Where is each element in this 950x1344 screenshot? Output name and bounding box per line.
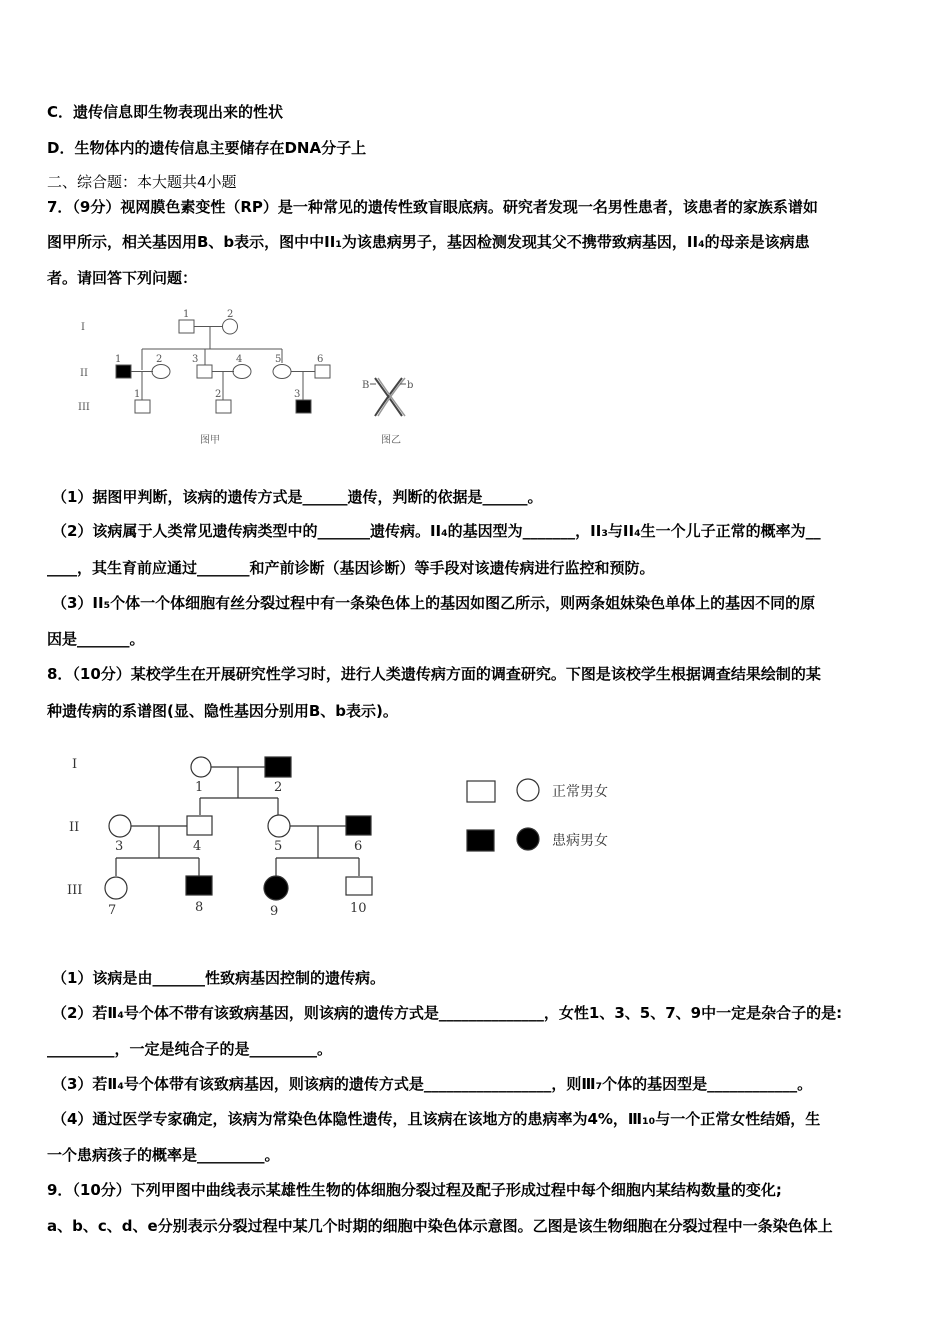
caption-b: 图乙	[381, 435, 401, 446]
caption-a: 图甲	[200, 435, 220, 446]
gen2-label-2: II	[69, 820, 80, 835]
pedigree-number-label: 2	[274, 780, 283, 795]
pedigree-number-label: 2	[215, 389, 222, 400]
q8-sub4b: 一个患病孩子的概率是_________。	[47, 1146, 280, 1164]
pedigree-number-label: 1	[183, 309, 190, 320]
q7-sub2a: （2）该病属于人类常见遗传病类型中的_______遗传病。II₄的基因型为_______，II₃与II₄生一个儿子正常的概率为__	[52, 522, 821, 540]
pedigree-number-label: 3	[115, 839, 124, 854]
q8-sub3: （3）若Ⅱ₄号个体带有该致病基因，则该病的遗传方式是_________________，则Ⅲ₇个体的基因型是____________。	[52, 1075, 813, 1093]
gen-label-3: III	[78, 402, 90, 413]
q7-sub1: （1）据图甲判断，该病的遗传方式是______遗传，判断的依据是______。	[52, 488, 543, 506]
pedigree-number-label: 8	[195, 900, 204, 915]
pedigree-number-label: 5	[274, 839, 283, 854]
q8-sub2b: _________，一定是纯合子的是_________。	[47, 1040, 333, 1058]
q9-line-2: a、b、c、d、e分别表示分裂过程中某几个时期的细胞中染色体示意图。乙图是该生物细胞在分裂过程中一条染色体上	[47, 1217, 833, 1235]
pedigree-number-label: 4	[193, 839, 202, 854]
pedigree-number-label: 1	[195, 780, 204, 795]
line-c: C．遗传信息即生物表现出来的性状	[47, 103, 284, 121]
allele-b-upper: B	[362, 380, 370, 391]
pedigree-number-label: 1	[115, 354, 122, 365]
pedigree-number-label: 10	[350, 901, 367, 916]
section-heading: 二、综合题：本大题共4小题	[47, 173, 237, 191]
q9-line-1: 9．（10分）下列甲图中曲线表示某雄性生物的体细胞分裂过程及配子形成过程中每个细胞内某结构数量的变化;	[47, 1181, 782, 1199]
pedigree-number-label: 7	[108, 903, 117, 918]
q7-line-3: 者。请回答下列问题：	[47, 269, 198, 287]
line-d: D．生物体内的遗传信息主要储存在DNA分子上	[47, 139, 367, 157]
q7-sub3a: （3）II₅个体一个体细胞有丝分裂过程中有一条染色体上的基因如图乙所示，则两条姐妹染色单体上的基因不同的原	[52, 594, 816, 612]
pedigree-number-label: 3	[294, 389, 301, 400]
pedigree-number-label: 5	[275, 354, 282, 365]
q7-line-1: 7．（9分）视网膜色素变性（RP）是一种常见的遗传性致盲眼底病。研究者发现一名男性患者，该患者的家族系谱如	[47, 198, 818, 216]
q8-line-2: 种遗传病的系谱图(显、隐性基因分别用B、b表示)。	[47, 702, 398, 720]
allele-b-lower: b	[407, 380, 414, 391]
q8-sub4a: （4）通过医学专家确定，该病为常染色体隐性遗传，且该病在该地方的患病率为4%，Ⅲ₁₀与一个正常女性结婚，生	[52, 1110, 821, 1128]
pedigree-number-label: 6	[317, 354, 324, 365]
pedigree-number-label: 6	[354, 839, 363, 854]
legend-normal-label: 正常男女	[552, 784, 608, 800]
q8-sub1: （1）该病是由_______性致病基因控制的遗传病。	[52, 969, 385, 987]
q7-sub2b: ____，其生育前应通过_______和产前诊断（基因诊断）等手段对该遗传病进行监控和预防。	[47, 559, 655, 577]
gen2-label-3: III	[67, 883, 83, 898]
gen2-label-1: I	[72, 757, 78, 772]
pedigree-number-label: 1	[134, 389, 141, 400]
pedigree-number-label: 2	[227, 309, 234, 320]
pedigree-figure-b	[60, 740, 640, 930]
q8-sub2a: （2）若Ⅱ₄号个体不带有该致病基因，则该病的遗传方式是______________，女性1、3、5、7、9中一定是杂合子的是:	[52, 1004, 843, 1022]
gen-label-2: II	[80, 368, 88, 379]
q8-line-1: 8．（10分）某校学生在开展研究性学习时，进行人类遗传病方面的调查研究。下图是该校学生根据调查结果绘制的某	[47, 665, 821, 683]
pedigree-number-label: 4	[236, 354, 243, 365]
pedigree-number-label: 2	[156, 354, 163, 365]
pedigree-figure-a	[70, 300, 430, 460]
gen-label-1: I	[81, 322, 85, 333]
q7-line-2: 图甲所示，相关基因用B、b表示，图中中II₁为该患病男子，基因检测发现其父不携带致病基因，II₄的母亲是该病患	[47, 233, 810, 251]
q7-sub3b: 因是_______。	[47, 630, 145, 648]
pedigree-number-label: 9	[270, 904, 279, 919]
legend-affected-label: 患病男女	[552, 833, 608, 849]
pedigree-number-label: 3	[192, 354, 199, 365]
